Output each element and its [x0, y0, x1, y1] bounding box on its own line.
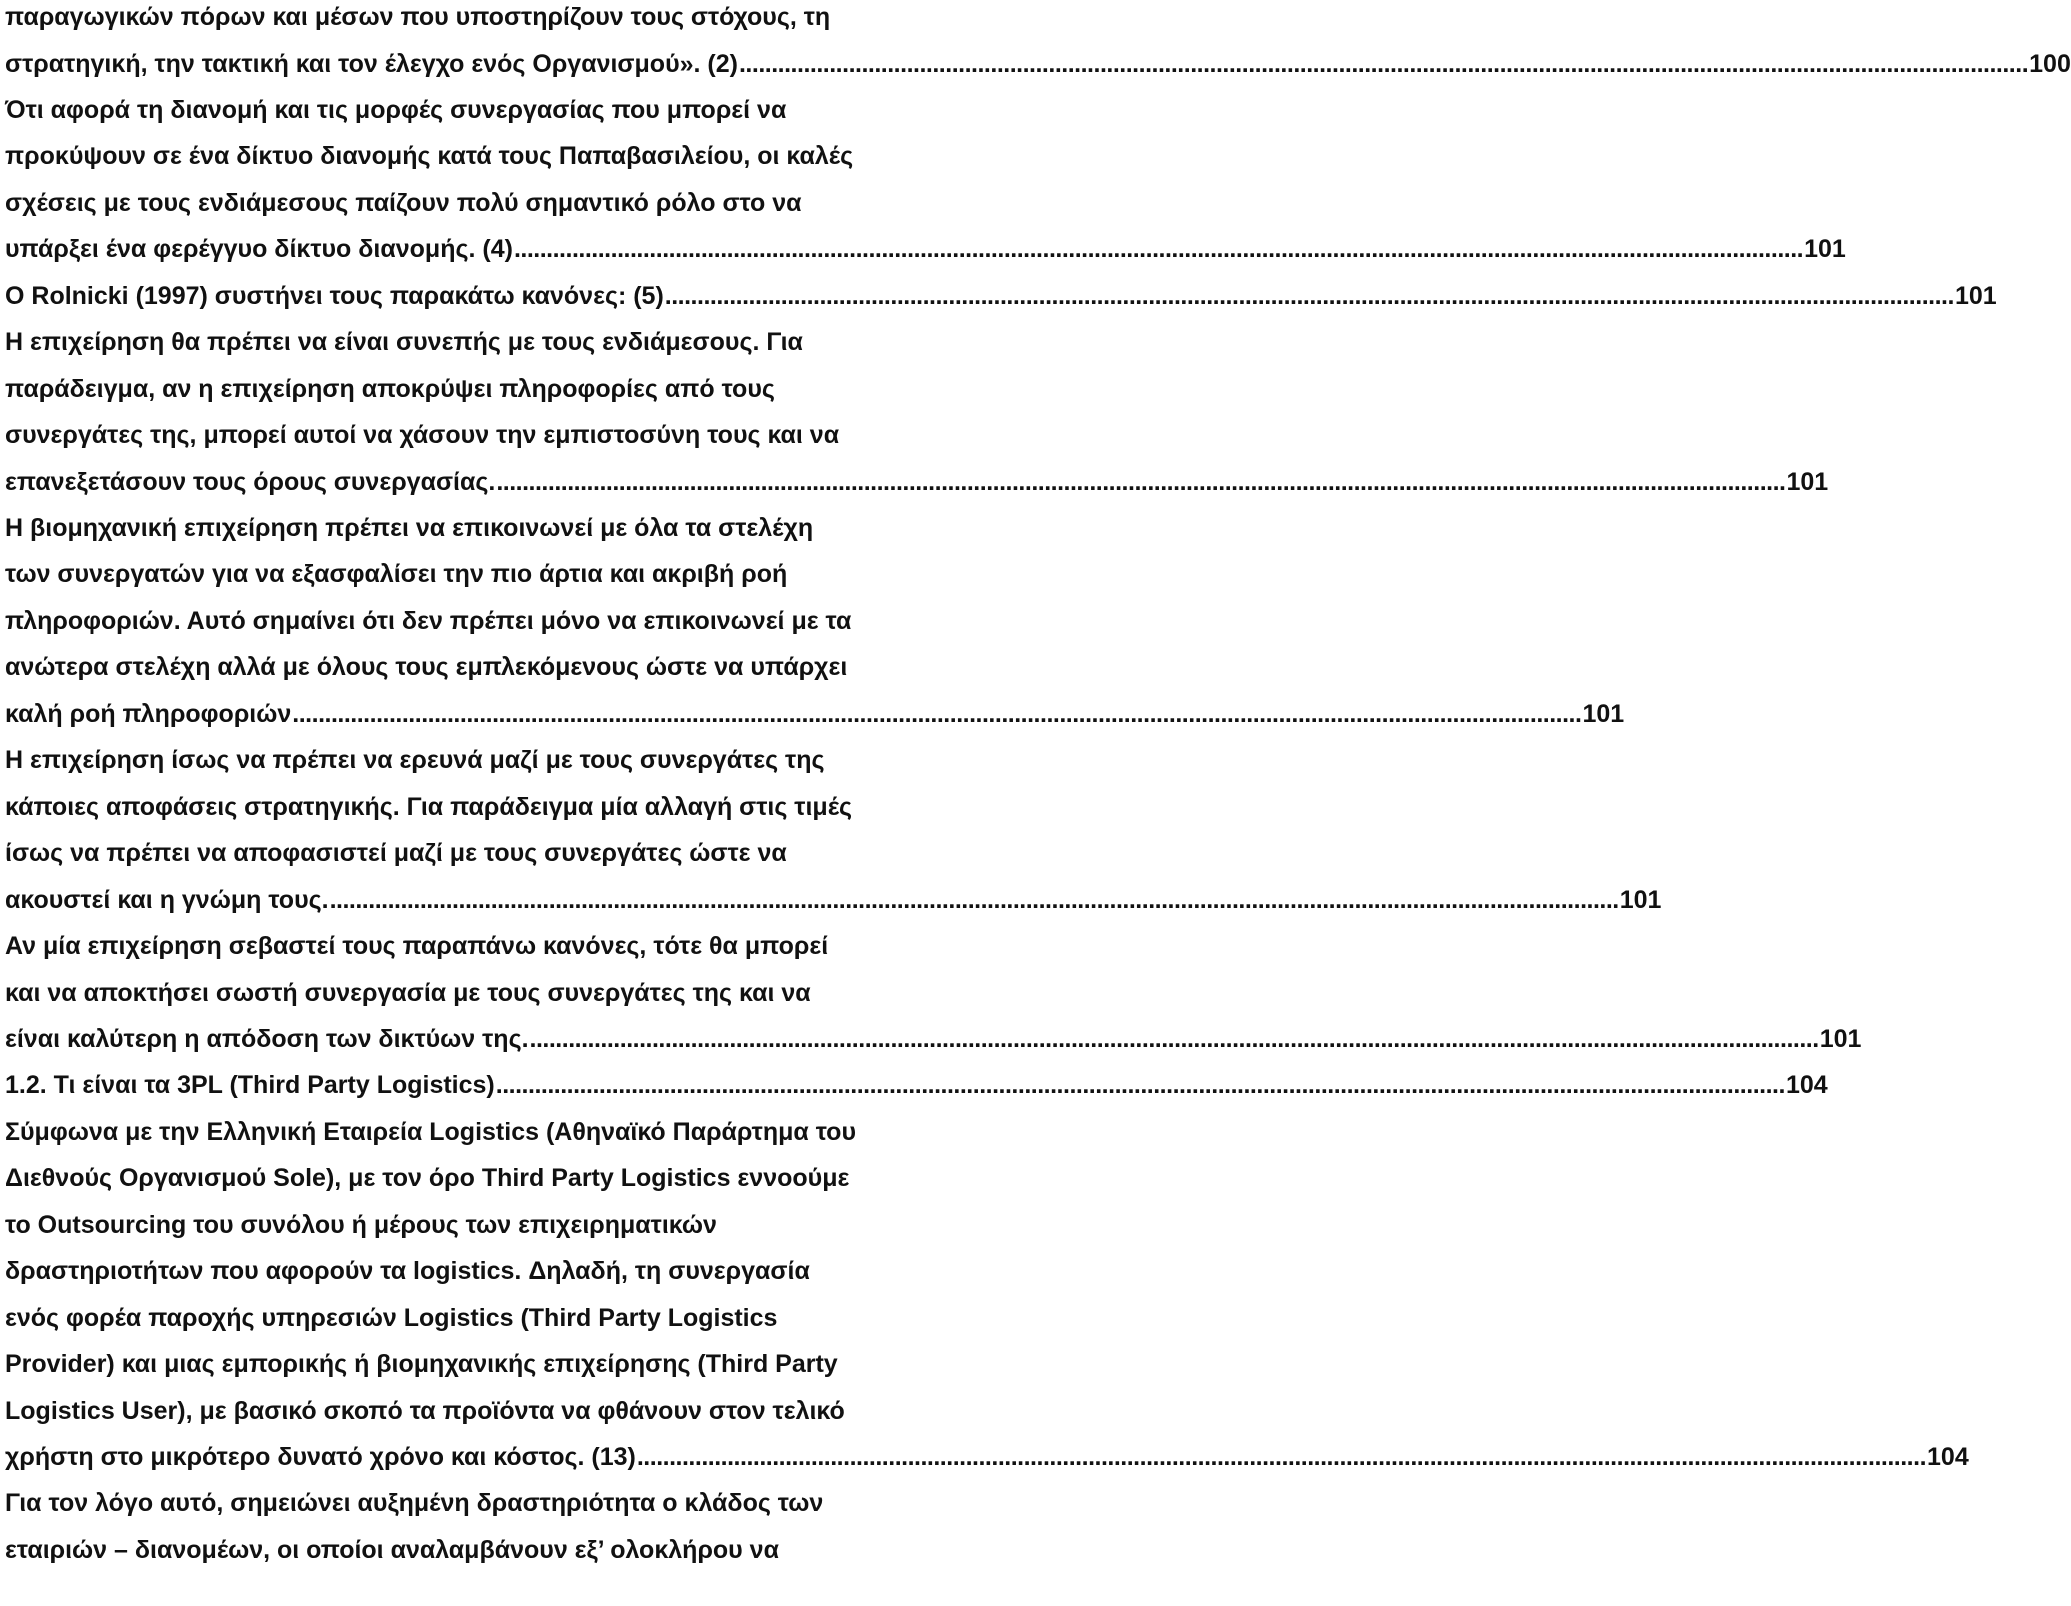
- toc-line-text: συνεργάτες της, μπορεί αυτοί να χάσουν την εμπιστοσύνη τους και να: [5, 421, 840, 450]
- toc-text-line: [5, 325, 803, 359]
- toc-line-text: των συνεργατών για να εξασφαλίσει την πιο άρτια και ακριβή ροή: [5, 560, 788, 589]
- toc-line-text: σχέσεις με τους ενδιάμεσους παίζουν πολύ σημαντικό ρόλο στο να: [5, 188, 802, 217]
- toc-text-line: [5, 93, 786, 127]
- toc-line-text: Η βιομηχανική επιχείρηση πρέπει να επικοινωνεί με όλα τα στελέχη: [5, 514, 814, 542]
- toc-text-line: [5, 557, 787, 591]
- toc-text-line: [5, 139, 853, 173]
- toc-line-text: παραγωγικών πόρων και μέσων που υποστηρίζουν τους στόχους, τη: [5, 3, 831, 31]
- toc-page-number: 100: [2029, 49, 2071, 78]
- toc-text-line: [5, 790, 852, 824]
- toc-entry-line: [5, 232, 1846, 266]
- toc-page-number: 104: [1785, 1071, 1828, 1100]
- toc-text-line: [5, 743, 824, 777]
- toc-dot-leader: ........................................................................................................................................................................................................: [664, 281, 1954, 310]
- toc-text-line: [5, 976, 811, 1010]
- toc-line-text: προκύψουν σε ένα δίκτυο διανομής κατά τους Παπαβασιλείου, οι καλές: [5, 142, 854, 171]
- toc-entry-line: [5, 1440, 1969, 1474]
- toc-dot-leader: ........................................................................................................................................................................................................: [529, 1024, 1819, 1053]
- toc-text-line: [5, 1301, 777, 1335]
- toc-line-text: κάποιες αποφάσεις στρατηγικής. Για παράδειγμα μία αλλαγή στις τιμές: [5, 792, 852, 821]
- toc-line-text: Σύμφωνα με την Ελληνική Εταιρεία Logistics (Αθηναϊκό Παράρτημα του: [5, 1117, 857, 1146]
- toc-page-number: 101: [1804, 235, 1846, 264]
- toc-entry-line: [5, 47, 2071, 81]
- toc-line-text: το Outsourcing του συνόλου ή μέρους των επιχειρηματικών: [5, 1210, 717, 1239]
- toc-page-number: 101: [1786, 467, 1829, 496]
- toc-line-text: Provider) και μιας εμπορικής ή βιομηχανικής επιχείρησης (Third Party: [5, 1350, 838, 1379]
- toc-text-line: [5, 604, 851, 638]
- toc-page-number: 101: [1819, 1024, 1862, 1053]
- toc-line-text: στρατηγική, την τακτική και τον έλεγχο ενός Οργανισμού». (2): [5, 49, 738, 78]
- toc-text-line: [5, 1394, 845, 1428]
- toc-text-line: [5, 836, 787, 870]
- toc-dot-leader: ........................................................................................................................................................................................................: [738, 49, 2029, 78]
- toc-line-text: υπάρξει ένα φερέγγυο δίκτυο διανομής. (4): [5, 235, 513, 264]
- toc-line-text: ενός φορέα παροχής υπηρεσιών Logistics (Third Party Logistics: [5, 1303, 778, 1332]
- toc-page-number: 101: [1619, 885, 1662, 914]
- toc-line-text: Ότι αφορά τη διανομή και τις μορφές συνεργασίας που μπορεί να: [5, 95, 787, 124]
- toc-line-text: Ο Rolnicki (1997) συστήνει τους παρακάτω κανόνες: (5): [5, 281, 664, 310]
- toc-text-line: [5, 1347, 838, 1381]
- toc-line-text: ανώτερα στελέχη αλλά με όλους τους εμπλεκόμενους ώστε να υπάρχει: [5, 653, 848, 682]
- toc-dot-leader: ........................................................................................................................................................................................................: [292, 699, 1582, 728]
- toc-line-text: χρήστη στο μικρότερο δυνατό χρόνο και κόστος. (13): [5, 1443, 636, 1471]
- toc-line-text: ίσως να πρέπει να αποφασιστεί μαζί με τους συνεργάτες ώστε να: [5, 839, 787, 868]
- toc-line-text: και να αποκτήσει σωστή συνεργασία με τους συνεργάτες της και να: [5, 978, 811, 1007]
- toc-line-text: Η επιχείρηση θα πρέπει να είναι συνεπής με τους ενδιάμεσους. Για: [5, 328, 803, 357]
- toc-text-line: [5, 1161, 849, 1195]
- toc-line-text: εταιριών – διανομέων, οι οποίοι αναλαμβάνουν εξ’ ολοκλήρου να: [5, 1535, 779, 1564]
- toc-line-text: Αν μία επιχείρηση σεβαστεί τους παραπάνω κανόνες, τότε θα μπορεί: [5, 932, 829, 960]
- toc-line-text: καλή ροή πληροφοριών: [5, 699, 292, 728]
- toc-line-text: παράδειγμα, αν η επιχείρηση αποκρύψει πληροφορίες από τους: [5, 374, 775, 403]
- toc-text-line: [5, 1254, 810, 1288]
- toc-entry-line: [5, 1068, 1828, 1102]
- toc-text-line: [5, 0, 830, 34]
- toc-page-number: 101: [1954, 281, 1997, 310]
- toc-text-line: [5, 418, 839, 452]
- toc-line-text: Η επιχείρηση ίσως να πρέπει να ερευνά μαζί με τους συνεργάτες της: [5, 746, 825, 775]
- toc-entry-line: [5, 279, 1997, 313]
- toc-page-number: 104: [1927, 1443, 1969, 1471]
- toc-line-text: 1.2. Τι είναι τα 3PL (Third Party Logistics): [5, 1071, 495, 1100]
- toc-line-text: επανεξετάσουν τους όρους συνεργασίας.: [5, 467, 496, 496]
- toc-line-text: Διεθνούς Οργανισμού Sole), με τον όρο Third Party Logistics εννοούμε: [5, 1164, 850, 1193]
- toc-text-line: [5, 186, 802, 220]
- toc-dot-leader: ........................................................................................................................................................................................................: [513, 235, 1804, 264]
- toc-dot-leader: ........................................................................................................................................................................................................: [329, 885, 1619, 914]
- toc-text-line: [5, 1486, 823, 1520]
- toc-line-text: Logistics User), με βασικό σκοπό τα προϊόντα να φθάνουν στον τελικό: [5, 1396, 845, 1425]
- toc-dot-leader: ........................................................................................................................................................................................................: [636, 1443, 1927, 1471]
- toc-entry-line: [5, 883, 1662, 917]
- toc-line-text: δραστηριοτήτων που αφορούν τα logistics. Δηλαδή, τη συνεργασία: [5, 1257, 810, 1286]
- toc-text-line: [5, 511, 813, 545]
- toc-text-line: [5, 1115, 856, 1149]
- toc-entry-line: [5, 697, 1625, 731]
- toc-dot-leader: ........................................................................................................................................................................................................: [496, 467, 1786, 496]
- toc-entry-line: [5, 1022, 1862, 1056]
- toc-line-text: Για τον λόγο αυτό, σημειώνει αυξημένη δραστηριότητα ο κλάδος των: [5, 1489, 824, 1518]
- toc-line-text: είναι καλύτερη η απόδοση των δικτύων της.: [5, 1024, 529, 1053]
- toc-text-line: [5, 372, 775, 406]
- toc-text-line: [5, 1208, 717, 1242]
- toc-entry-line: [5, 465, 1829, 499]
- toc-dot-leader: ........................................................................................................................................................................................................: [495, 1071, 1785, 1100]
- toc-line-text: ακουστεί και η γνώμη τους.: [5, 885, 329, 914]
- toc-text-line: [5, 929, 828, 963]
- toc-text-line: [5, 1533, 779, 1567]
- toc-text-line: [5, 650, 847, 684]
- toc-page-number: 101: [1582, 699, 1625, 728]
- toc-line-text: πληροφοριών. Αυτό σημαίνει ότι δεν πρέπει μόνο να επικοινωνεί με τα: [5, 606, 852, 635]
